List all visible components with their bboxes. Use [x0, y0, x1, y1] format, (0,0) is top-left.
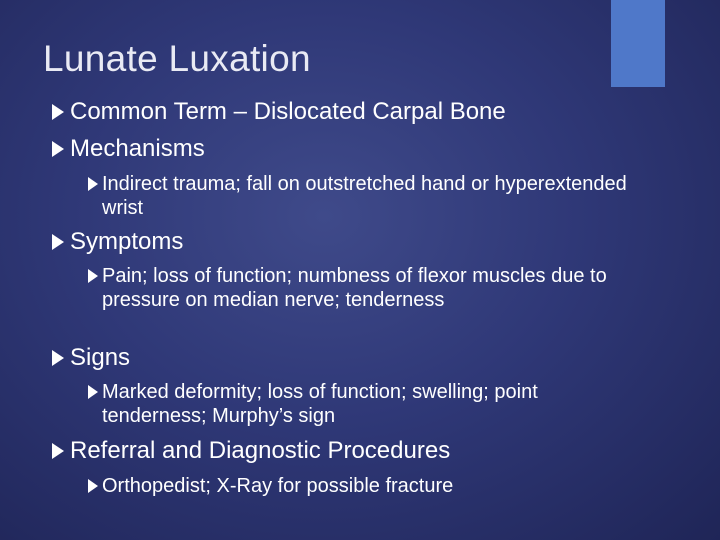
- sub-bullet-text: Pain; loss of function; numbness of flexor muscles due to pressure on median nerve; tenderness: [102, 265, 607, 311]
- sub-bullet-text: Marked deformity; loss of function; swelling; point tenderness; Murphy’s sign: [102, 381, 538, 427]
- triangle-right-icon: [88, 269, 98, 283]
- triangle-right-icon: [52, 350, 64, 366]
- triangle-right-icon: [88, 479, 98, 493]
- sub-bullet-mechanisms: [88, 172, 627, 220]
- bullet-label: Mechanisms: [70, 135, 205, 162]
- triangle-right-icon: [88, 177, 98, 191]
- sub-bullet-text: Indirect trauma; fall on outstretched hand or hyperextended wrist: [102, 173, 627, 219]
- triangle-right-icon: [52, 443, 64, 459]
- triangle-right-icon: [52, 234, 64, 250]
- triangle-right-icon: [52, 104, 64, 120]
- slide-title: Lunate Luxation: [43, 38, 311, 79]
- sub-bullet-referral: [88, 474, 627, 498]
- sub-bullet-symptoms: [88, 264, 627, 312]
- bullet-label: Symptoms: [70, 228, 184, 255]
- bullet-label: Signs: [70, 344, 131, 371]
- bullet-label: Referral and Diagnostic Procedures: [70, 437, 451, 464]
- bullet-mechanisms: [52, 134, 205, 164]
- bullet-signs: [52, 343, 130, 373]
- triangle-right-icon: [52, 141, 64, 157]
- sub-bullet-signs: [88, 380, 627, 428]
- triangle-right-icon: [88, 385, 98, 399]
- bullet-symptoms: [52, 227, 183, 257]
- bullet-referral: [52, 436, 450, 466]
- bullet-label: Common Term – Dislocated Carpal Bone: [70, 98, 506, 125]
- bullet-common-term: [52, 97, 506, 127]
- sub-bullet-text: Orthopedist; X-Ray for possible fracture: [102, 475, 454, 497]
